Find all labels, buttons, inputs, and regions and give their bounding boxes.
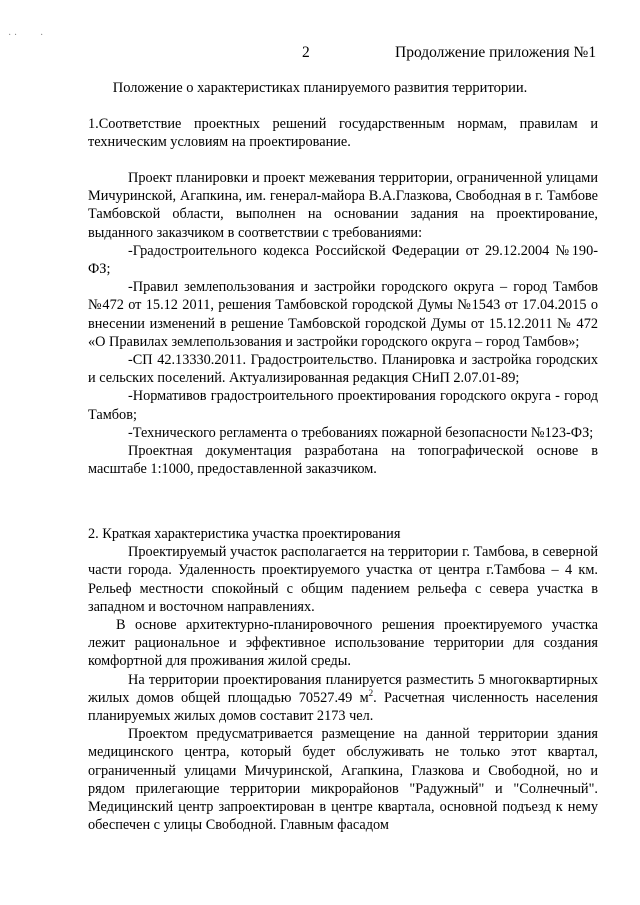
section1-body [88, 169, 598, 478]
section2-paragraph: В основе архитектурно-планировочного решения проектируемого участка лежит рациональное и эффективное использование территории для создания комфортной для проживания жилой среды. [88, 617, 598, 670]
section1-heading [88, 115, 598, 151]
section2-paragraph: Проектом предусматривается размещение на данной территории здания медицинского центра, который будет обслуживать не только этот квартал, ограниченный улицами Мичуринской, Агапкина, Глазкова и Свободной, но и рядом прилегающие территории микрорайонов "Радужный" и "Солнечный". Медицинский центр запроектирован в центре квартала, основной подъезд к нему обеспечен с улицы Свободной. Главным фасадом [88, 726, 598, 834]
section2-heading: 2. Краткая характеристика участка проектирования [88, 526, 401, 542]
scan-speck: · [40, 30, 44, 41]
requirement-item: -Градостроительного кодекса Российской Федерации от 29.12.2004 №190-ФЗ; [88, 242, 598, 278]
section1-heading-text: 1.Соответствие проектных решений государственным нормам, правилам и техническим условиям на проектирование. [88, 116, 598, 151]
requirement-item: -Нормативов градостроительного проектирования городского округа - город Тамбов; [88, 388, 598, 423]
requirement-item: -Технического регламента о требованиях пожарной безопасности №123-ФЗ; [128, 424, 594, 441]
document-title: Положение о характеристиках планируемого развития территории. [112, 80, 528, 96]
scan-speck: · · [8, 30, 18, 41]
section2 [88, 525, 598, 834]
area-text-tail: . Расчетная численность населения планируемых жилых домов составит 2173 чел. [88, 689, 598, 725]
superscript: 2 [368, 688, 374, 699]
section2-paragraph: Проектируемый участок располагается на территории г. Тамбова, в северной части города. Удаленность проектируемого участка от центра г.Тамбова – 4 км. Рельеф местности спокойный с общим падением рельефа с севера участка в западном и восточном направлениях. [88, 544, 598, 615]
section1-closing: Проектная документация разработана на топографической основе в масштабе 1:1000, предоставленной заказчиком. [88, 443, 598, 478]
requirement-item: -СП 42.13330.2011. Градостроительство. Планировка и застройка городских и сельских поселений. Актуализированная редакция СНиП 2.07.01-89; [88, 352, 598, 387]
requirement-item: -Правил землепользования и застройки городского округа – город Тамбов №472 от 15.12 2011, решения Тамбовской городской Думы №1543 от 17.04.2015 о внесении изменений в решение Тамбовской городской Думы от 15.12.2011 № 472 «О Правилах землепользования и застройки городского округа – город Тамбов»; [88, 279, 598, 350]
section1-intro: Проект планировки и проект межевания территории, ограниченной улицами Мичуринской, Агапкина, им. генерал-майора В.А.Глазкова, Свободная в г. Тамбове Тамбовской области, выполнен на основании задания на проектирование, выданного заказчиком в соответствии с требованиями: [88, 170, 598, 241]
section2-paragraph [88, 671, 598, 726]
page-number: 2 [302, 44, 310, 61]
appendix-label: Продолжение приложения №1 [395, 44, 597, 61]
area-text: На территории проектирования планируется разместить 5 многоквартирных жилых домов общей площадью 70527.49 м [88, 671, 598, 706]
